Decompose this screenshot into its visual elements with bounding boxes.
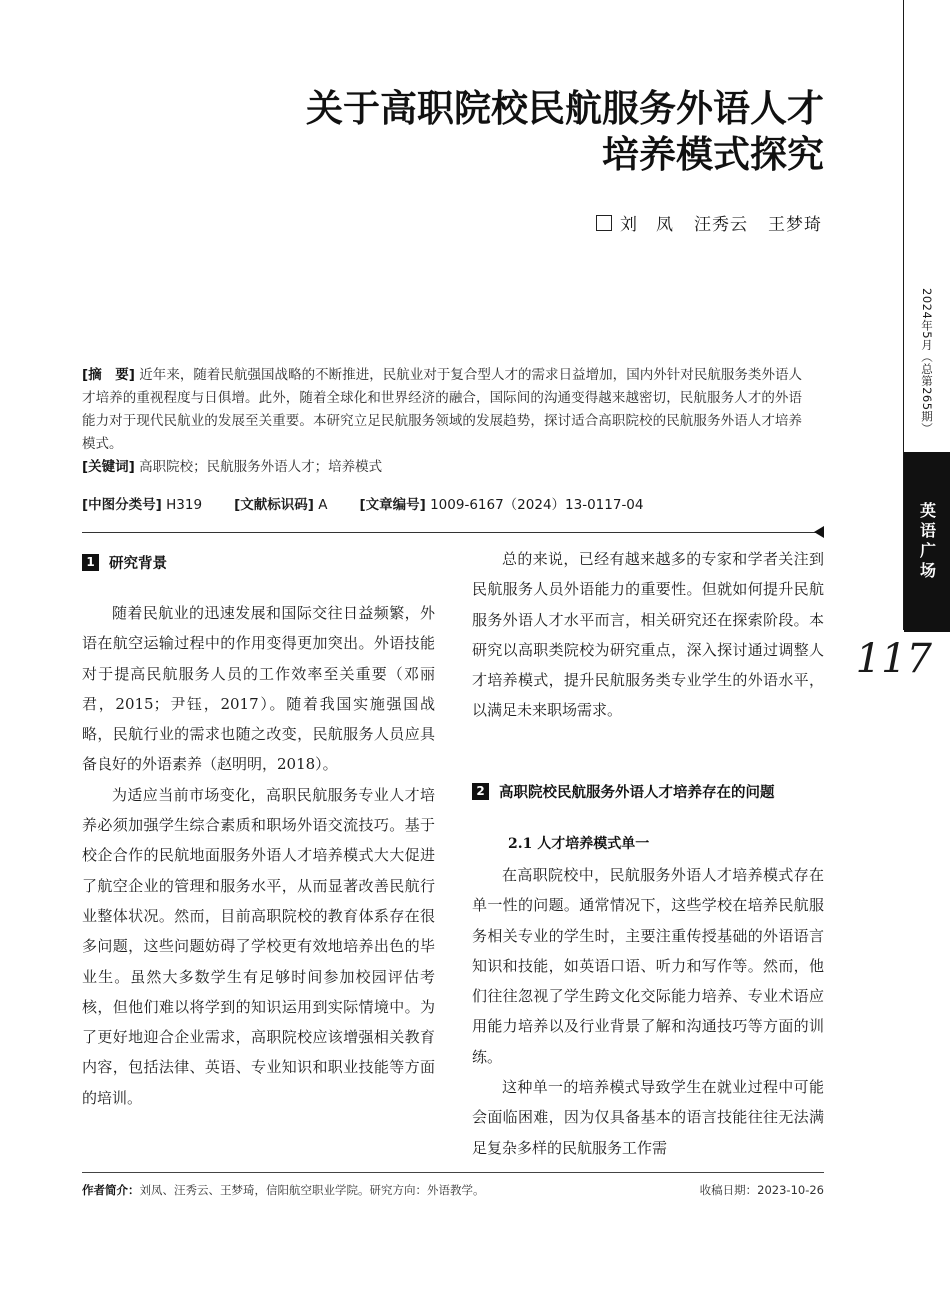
footer-rule — [82, 1172, 824, 1173]
paragraph: 在高职院校中，民航服务外语人才培养模式存在单一性的问题。通常情况下，这些学校在培养民航服务相关专业的学生时，主要注重传授基础的外语语言知识和技能，如英语口语、听力和写作等。然而，他们往往忽视了学生跨文化交际能力培养、专业术语应用能力培养以及行业背景了解和沟通技巧等方面的训练。 — [472, 866, 824, 1066]
article-number-value: 1009-6167（2024）13-0117-04 — [430, 497, 644, 513]
paragraph: 这种单一的培养模式导致学生在就业过程中可能会面临困难，因为仅具备基本的语言技能往往无法满足复杂多样的民航服务工作需 — [472, 1078, 824, 1157]
abstract-block — [82, 364, 802, 479]
classification-row — [82, 494, 802, 516]
clc-value: H319 — [166, 497, 203, 513]
paragraph: 总的来说，已经有越来越多的专家和学者关注到民航服务人员外语能力的重要性。但就如何提升民航服务外语人才水平而言，相关研究还在探索阶段。本研究以高职类院校为研究重点，深入探讨通过调整人才培养模式，提升民航服务类专业学生的外语水平，以满足未来职场需求。 — [472, 550, 824, 720]
abstract-divider — [82, 532, 817, 533]
author-note-text: 刘凤、汪秀云、王梦琦，信阳航空职业学院。研究方向：外语教学。 — [139, 1183, 485, 1197]
keywords-label: [关键词] — [82, 459, 135, 475]
section-2-title: 高职院校民航服务外语人才培养存在的问题 — [499, 785, 775, 801]
author-1: 刘 凤 — [620, 215, 674, 235]
received-date: 收稿日期：2023-10-26 — [699, 1183, 824, 1197]
section-tab-label: 英语广场 — [917, 502, 937, 582]
section-1-number: 1 — [82, 554, 99, 571]
abstract-label: [摘 要] — [82, 367, 135, 383]
section-1-heading — [82, 552, 167, 573]
clc-label: [中图分类号] — [82, 497, 162, 513]
keywords — [82, 456, 802, 479]
section-2-number: 2 — [472, 783, 489, 800]
left-column — [82, 598, 435, 1113]
right-column-top — [472, 544, 824, 726]
author-2: 汪秀云 — [694, 215, 748, 235]
section-2-heading — [472, 781, 775, 802]
article-number-label: [文章编号] — [359, 497, 426, 513]
title-line-1: 关于高职院校民航服务外语人才 — [306, 87, 824, 130]
subsection-2-1-heading: 2.1 人才培养模式单一 — [508, 836, 650, 852]
author-list — [596, 210, 822, 235]
title-line-2: 培养模式探究 — [602, 133, 824, 176]
doc-code-label: [文献标识码] — [234, 497, 314, 513]
divider-arrow-icon — [814, 526, 824, 538]
paragraph: 随着民航业的迅速发展和国际交往日益频繁，外语在航空运输过程中的作用变得更加突出。外语技能对于提高民航服务人员的工作效率至关重要（邓丽君，2015；尹钰，2017）。随着我国实施强国战略，民航行业的需求也随之改变，民航服务人员应具备良好的外语素养（赵明明，2018）。 — [82, 604, 435, 774]
issue-info: 2024年5月（总第265期） — [920, 288, 934, 435]
section-tab — [904, 452, 950, 632]
square-bullet-icon — [596, 215, 612, 231]
section-1-title: 研究背景 — [109, 556, 167, 572]
author-note — [82, 1182, 485, 1198]
author-3: 王梦琦 — [768, 215, 822, 235]
keywords-text: 高职院校；民航服务外语人才；培养模式 — [139, 459, 383, 475]
author-note-label: 作者简介： — [82, 1183, 140, 1197]
doc-code-value: A — [318, 497, 328, 513]
abstract — [82, 364, 802, 456]
paragraph: 为适应当前市场变化，高职民航服务专业人才培养必须加强学生综合素质和职场外语交流技巧。基于校企合作的民航地面服务外语人才培养模式大大促进了航空企业的管理和服务水平，从而显著改善民航行业整体状况。然而，目前高职院校的教育体系存在很多问题，这些问题妨碍了学校更有效地培养出色的毕业生。虽然大多数学生有足够时间参加校园评估考核，但他们难以将学到的知识运用到实际情境中。为了更好地迎合企业需求，高职院校应该增强相关教育内容，包括法律、英语、专业知识和职业技能等方面的培训。 — [82, 785, 435, 1107]
article-title — [306, 86, 824, 178]
abstract-text: 近年来，随着民航强国战略的不断推进，民航业对于复合型人才的需求日益增加，国内外针对民航服务类外语人才培养的重视程度与日俱增。此外，随着全球化和世界经济的融合，国际间的沟通变得越来越密切，民航服务人才的外语能力对于现代民航业的发展至关重要。本研究立足民航服务领域的发展趋势，探讨适合高职院校的民航服务外语人才培养模式。 — [82, 367, 803, 452]
right-column-bottom — [472, 860, 824, 1163]
page-number: 117 — [855, 636, 932, 682]
